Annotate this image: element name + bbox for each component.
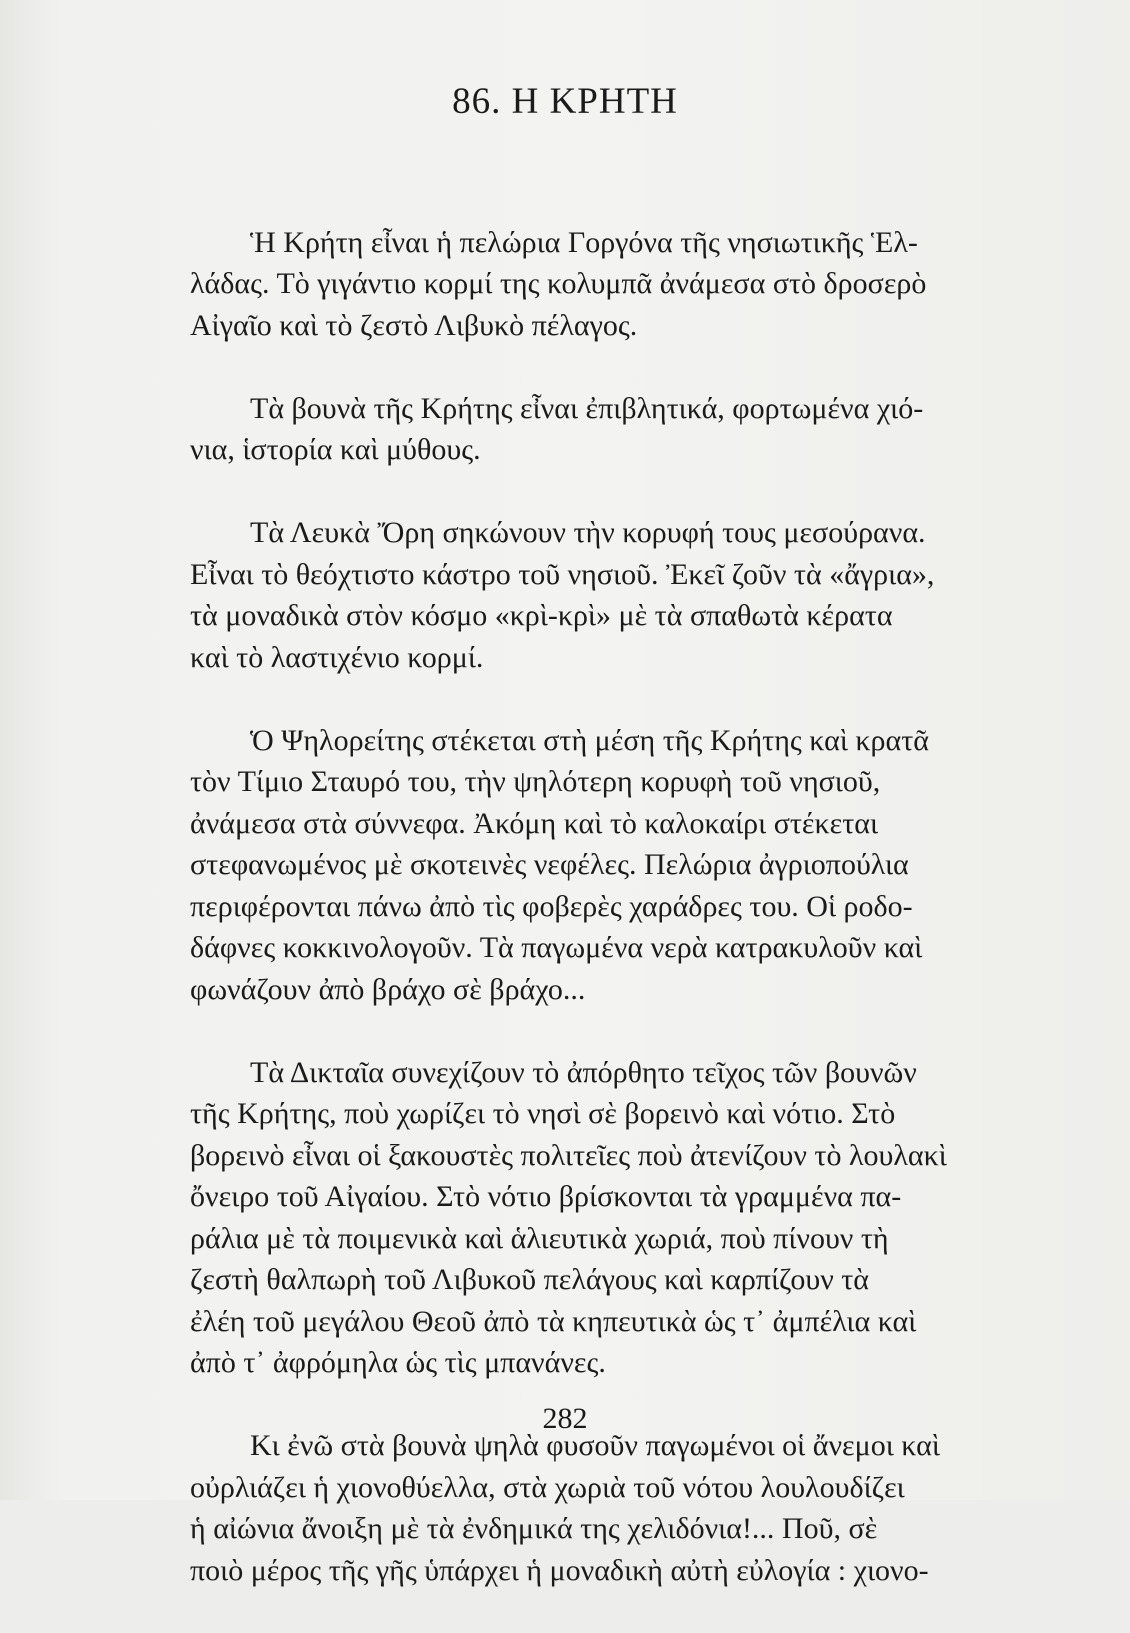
paragraph: Τὰ βουνὰ τῆς Κρήτης εἶναι ἐπιβλητικά, φορτωμένα χιό- νια, ἱστορία καὶ μύθους. bbox=[190, 391, 924, 466]
page-number: 282 bbox=[542, 1402, 588, 1435]
paragraph: Τὰ Λευκὰ Ὄρη σηκώνουν τὴν κορυφή τους μεσούρανα. Εἶναι τὸ θεόχτιστο κάστρο τοῦ νησιοῦ. Ἐκεῖ ζοῦν τὰ «ἄγρια», τὰ μοναδικὰ στὸν κόσμο «κρὶ-κρὶ» μὲ τὰ σπαθωτὰ κέρατα καὶ τὸ λαστιχένιο κορμί. bbox=[190, 516, 935, 674]
paragraph: Τὰ Δικταῖα συνεχίζουν τὸ ἀπόρθητο τεῖχος τῶν βουνῶν τῆς Κρήτης, ποὺ χωρίζει τὸ νησὶ σὲ βορεινὸ καὶ νότιο. Στὸ βορεινὸ εἶναι οἱ ξακουστὲς πολιτεῖες ποὺ ἀτενίζουν τὸ λουλακὶ ὄνειρο τοῦ Αἰγαίου. Στὸ νότιο βρίσκονται τὰ γραμμένα πα- ράλια μὲ τὰ ποιμενικὰ καὶ ἁλιευτικὰ χωριά, ποὺ πίνουν τὴ ζεστὴ θαλπωρὴ τοῦ Λιβυκοῦ πελάγους καὶ καρπίζουν τὰ ἐλέη τοῦ μεγάλου Θεοῦ ἀπὸ τὰ κηπευτικὰ ὡς τ᾿ ἀμπέλια καὶ ἀπὸ τ᾿ ἀφρόμηλα ὡς τὶς μπανάνες. bbox=[190, 1055, 947, 1379]
paragraph: Κι ἐνῶ στὰ βουνὰ ψηλὰ φυσοῦν παγωμένοι οἱ ἄνεμοι καὶ οὐρλιάζει ἡ χιονοθύελλα, στὰ χωριὰ τοῦ νότου λουλουδίζει ἡ αἰώνια ἄνοιξη μὲ τὰ ἐνδημικά της χελιδόνια!... Ποῦ, σὲ ποιὸ μέρος τῆς γῆς ὑπάρχει ἡ μοναδικὴ αὐτὴ εὐλογία : χιονο- bbox=[190, 1429, 940, 1587]
paragraph: Ἡ Κρήτη εἶναι ἡ πελώρια Γοργόνα τῆς νησιωτικῆς Ἑλ- λάδας. Τὸ γιγάντιο κορμί της κολυμπᾶ ἀνάμεσα στὸ δροσερὸ Αἰγαῖο καὶ τὸ ζεστὸ Λιβυκὸ πέλαγος. bbox=[190, 225, 927, 342]
chapter-title: 86. Η ΚΡΗΤΗ bbox=[452, 81, 678, 122]
paragraph: Ὁ Ψηλορείτης στέκεται στὴ μέση τῆς Κρήτης καὶ κρατᾶ τὸν Τίμιο Σταυρό του, τὴν ψηλότερη κορυφὴ τοῦ νησιοῦ, ἀνάμεσα στὰ σύννεφα. Ἀκόμη καὶ τὸ καλοκαίρι στέκεται στεφανωμένος μὲ σκοτεινὲς νεφέλες. Πελώρια ἀγριοπούλια περιφέρονται πάνω ἀπὸ τὶς φοβερὲς χαράδρες του. Οἱ ροδο- δάφνες κοκκινολογοῦν. Τὰ παγωμένα νερὰ κατρακυλοῦν καὶ φωνάζουν ἀπὸ βράχο σὲ βράχο... bbox=[190, 723, 929, 1006]
